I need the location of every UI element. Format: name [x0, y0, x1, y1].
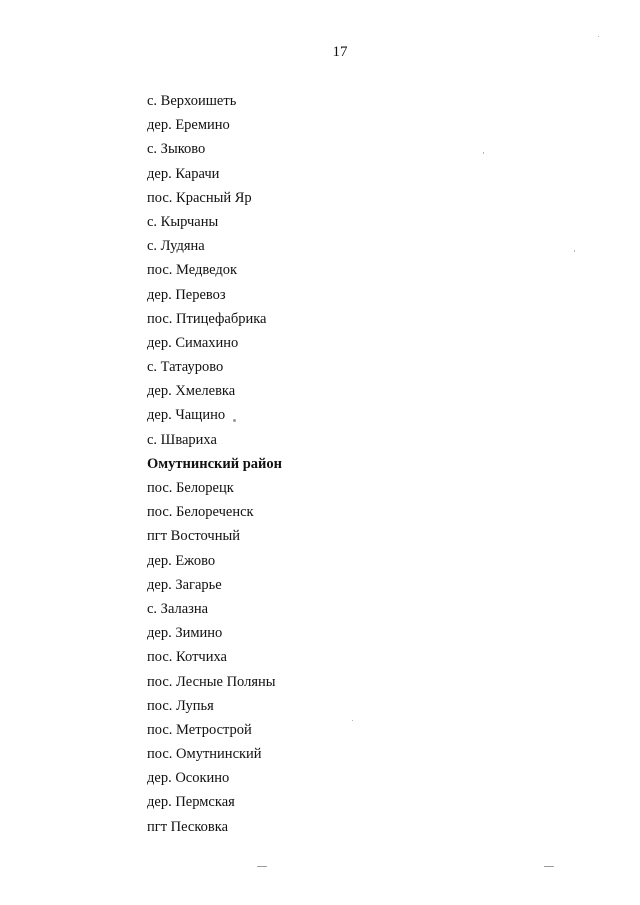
settlement-entry: с. Кырчаны — [147, 213, 219, 230]
settlement-entry: дер. Карачи — [147, 165, 220, 182]
settlement-entry: с. Лудяна — [147, 238, 205, 255]
settlement-entry: дер. Пермская — [147, 794, 235, 811]
scan-speck — [233, 419, 236, 422]
settlement-entry: пос. Лупья — [147, 697, 214, 714]
settlement-entry: дер. Симахино — [147, 334, 239, 351]
settlement-entry: дер. Чащино — [147, 407, 226, 424]
scan-speck — [352, 720, 353, 721]
settlement-entry: дер. Хмелевка — [147, 383, 236, 400]
settlement-entry: с. Верхоишеть — [147, 93, 237, 109]
scan-speck — [257, 866, 267, 867]
settlement-list — [147, 89, 282, 839]
scan-speck — [574, 250, 575, 252]
scan-speck — [544, 866, 554, 867]
settlement-entry: пос. Метрострой — [147, 721, 252, 738]
settlement-entry: пгт Песковка — [147, 818, 229, 835]
settlement-entry: пос. Белорецк — [147, 480, 234, 496]
settlement-entry: дер. Еремино — [147, 117, 230, 134]
settlement-entry: пос. Птицефабрика — [147, 310, 267, 327]
settlement-entry: с. Залазна — [147, 600, 209, 617]
settlement-entry: с. Татаурово — [147, 359, 224, 376]
settlement-entry: пос. Котчиха — [147, 649, 227, 666]
settlement-entry: пос. Белореченск — [147, 504, 254, 521]
settlement-entry: дер. Загарье — [147, 576, 222, 593]
settlement-entry: дер. Ежово — [147, 552, 216, 569]
settlement-entry: пос. Омутнинский — [147, 746, 262, 763]
settlement-entry: с. Швариха — [147, 431, 217, 448]
page-number: 17 — [332, 44, 348, 60]
settlement-entry: дер. Перевоз — [147, 286, 226, 303]
settlement-entry: дер. Зимино — [147, 625, 223, 642]
settlement-entry: с. Зыково — [147, 141, 206, 158]
scan-speck — [483, 152, 484, 154]
settlement-entry: пос. Медведок — [147, 262, 238, 279]
district-heading: Омутнинский район — [147, 455, 282, 472]
settlement-entry: дер. Осокино — [147, 770, 230, 787]
settlement-entry: пос. Лесные Поляны — [147, 673, 276, 690]
scan-speck — [598, 36, 599, 37]
settlement-entry: пгт Восточный — [147, 528, 240, 545]
settlement-entry: пос. Красный Яр — [147, 189, 252, 206]
